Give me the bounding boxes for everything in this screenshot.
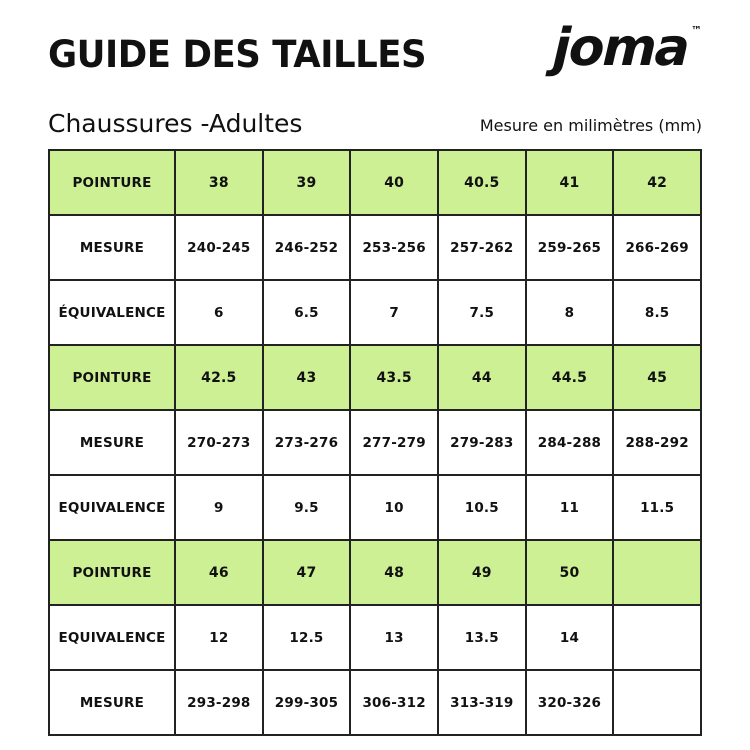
table-cell: 277-279 (350, 410, 438, 475)
table-cell: 288-292 (613, 410, 701, 475)
row-label: ÉQUIVALENCE (49, 280, 175, 345)
table-cell: 253-256 (350, 215, 438, 280)
table-row (49, 150, 701, 215)
table-cell: 6.5 (263, 280, 351, 345)
table-cell: 14 (526, 605, 614, 670)
table-cell: 49 (438, 540, 526, 605)
table-cell: 6 (175, 280, 263, 345)
table-cell: 40.5 (438, 150, 526, 215)
table-cell: 320-326 (526, 670, 614, 735)
table-cell: 259-265 (526, 215, 614, 280)
table-cell: 44 (438, 345, 526, 410)
table-row (49, 280, 701, 345)
table-row (49, 670, 701, 735)
table-cell-empty (613, 605, 701, 670)
table-cell: 9 (175, 475, 263, 540)
table-cell: 42.5 (175, 345, 263, 410)
table-row (49, 345, 701, 410)
table-cell: 11 (526, 475, 614, 540)
table-cell: 40 (350, 150, 438, 215)
brand-wordmark: joma (552, 18, 690, 78)
table-cell: 306-312 (350, 670, 438, 735)
table-cell: 299-305 (263, 670, 351, 735)
table-row (49, 410, 701, 475)
table-row (49, 540, 701, 605)
table-cell: 13 (350, 605, 438, 670)
size-table (48, 149, 702, 736)
table-cell: 293-298 (175, 670, 263, 735)
table-cell: 42 (613, 150, 701, 215)
table-cell-empty (613, 540, 701, 605)
subheader (48, 102, 702, 136)
table-cell: 11.5 (613, 475, 701, 540)
row-label: POINTURE (49, 345, 175, 410)
row-label: POINTURE (49, 540, 175, 605)
row-label: POINTURE (49, 150, 175, 215)
unit-note: Mesure en milimètres (mm) (479, 116, 702, 135)
table-cell-empty (613, 670, 701, 735)
table-cell: 279-283 (438, 410, 526, 475)
table-cell: 43 (263, 345, 351, 410)
table-cell: 273-276 (263, 410, 351, 475)
table-cell: 48 (350, 540, 438, 605)
table-row (49, 215, 701, 280)
page-title: GUIDE DES TAILLES (48, 33, 427, 76)
table-cell: 284-288 (526, 410, 614, 475)
table-cell: 12 (175, 605, 263, 670)
table-cell: 38 (175, 150, 263, 215)
table-cell: 246-252 (263, 215, 351, 280)
table-cell: 8 (526, 280, 614, 345)
table-cell: 45 (613, 345, 701, 410)
table-row (49, 475, 701, 540)
row-label: EQUIVALENCE (49, 475, 175, 540)
trademark-symbol: ™ (691, 24, 702, 37)
table-row (49, 605, 701, 670)
subtitle: Chaussures -Adultes (48, 109, 303, 138)
row-label: MESURE (49, 215, 175, 280)
table-cell: 13.5 (438, 605, 526, 670)
brand-logo (552, 18, 702, 78)
table-cell: 46 (175, 540, 263, 605)
table-cell: 41 (526, 150, 614, 215)
table-cell: 313-319 (438, 670, 526, 735)
table-cell: 7.5 (438, 280, 526, 345)
row-label: EQUIVALENCE (49, 605, 175, 670)
table-cell: 7 (350, 280, 438, 345)
table-cell: 9.5 (263, 475, 351, 540)
size-table-body (49, 150, 701, 735)
table-cell: 240-245 (175, 215, 263, 280)
table-cell: 12.5 (263, 605, 351, 670)
table-cell: 39 (263, 150, 351, 215)
row-label: MESURE (49, 670, 175, 735)
table-cell: 50 (526, 540, 614, 605)
row-label: MESURE (49, 410, 175, 475)
table-cell: 270-273 (175, 410, 263, 475)
table-cell: 10.5 (438, 475, 526, 540)
table-cell: 266-269 (613, 215, 701, 280)
header (48, 18, 702, 88)
table-cell: 10 (350, 475, 438, 540)
table-cell: 47 (263, 540, 351, 605)
table-cell: 8.5 (613, 280, 701, 345)
table-cell: 257-262 (438, 215, 526, 280)
table-cell: 43.5 (350, 345, 438, 410)
table-cell: 44.5 (526, 345, 614, 410)
